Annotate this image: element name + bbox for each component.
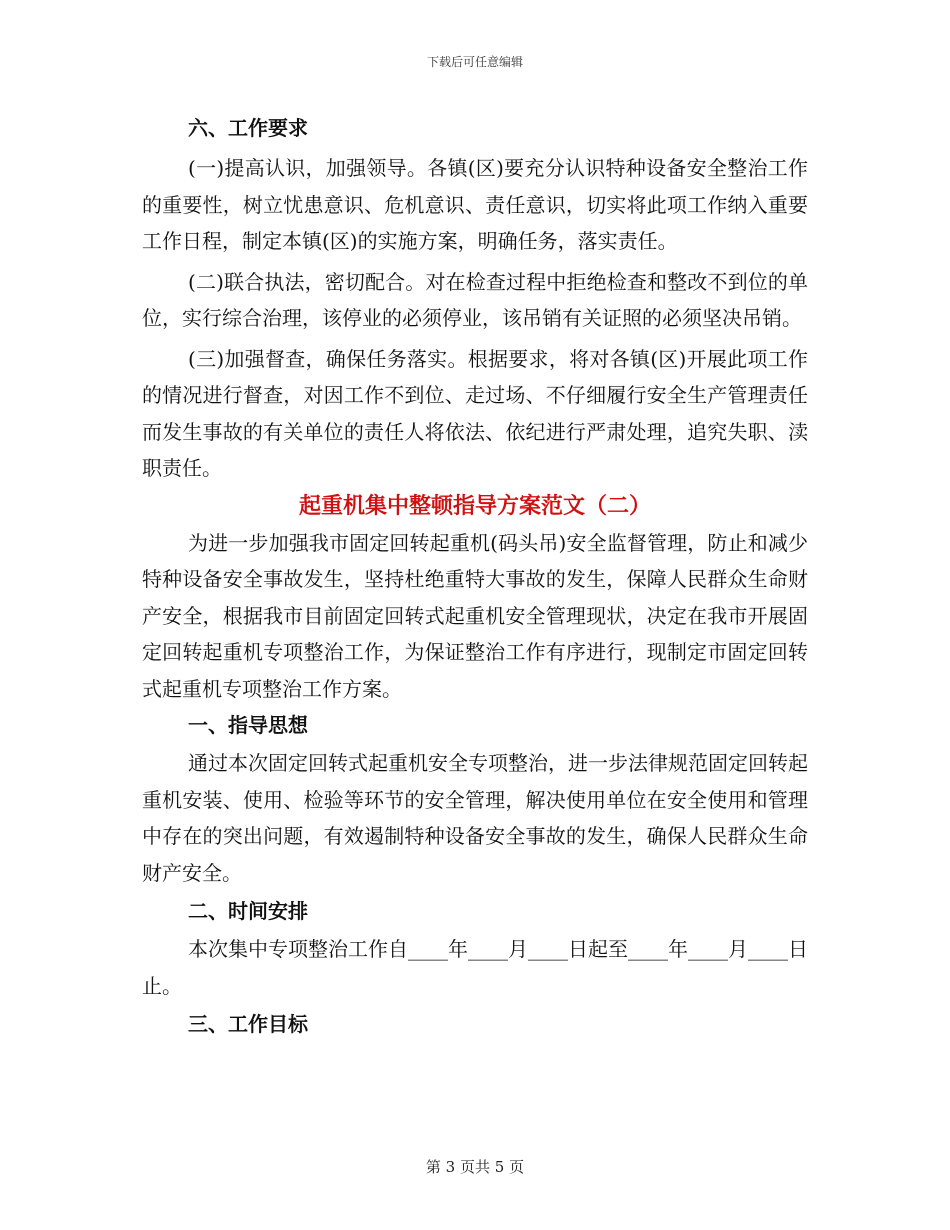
guiding-paragraph: 通过本次固定回转式起重机安全专项整治，进一步法律规范固定回转起重机安装、使用、检验等环节的安全管理，解决使用单位在安全使用和管理中存在的突出问题，有效遏制特种设备安全事故的发生，确保人民群众生命财产安全。 — [142, 751, 808, 885]
requirement-item-2: (二)联合执法，密切配合。对在检查过程中拒绝检查和整改不到位的单位，实行综合治理，该停业的必须停业，该吊销有关证照的必须坚决吊销。 — [142, 269, 808, 330]
section-heading-schedule: 二、时间安排 — [188, 899, 308, 923]
requirement-item-1: (一)提高认识，加强领导。各镇(区)要充分认识特种设备安全整治工作的重要性，树立忧患意识、危机意识、责任意识，切实将此项工作纳入重要工作日程，制定本镇(区)的实施方案，明确任务，落实责任。 — [142, 156, 808, 253]
document-title: 起重机集中整顿指导方案范文（二） — [298, 492, 651, 519]
section-heading-work-requirements: 六、工作要求 — [188, 116, 308, 140]
requirement-item-3: (三)加强督查，确保任务落实。根据要求，将对各镇(区)开展此项工作的情况进行督查，对因工作不到位、走过场、不仔细履行安全生产管理责任而发生事故的有关单位的责任人将依法、依纪进行严肃处理，追究失职、渎职责任。 — [142, 346, 808, 480]
document-body — [142, 110, 808, 1042]
schedule-paragraph: 本次集中专项整治工作自____年____月____日起至____年____月____日止。 — [142, 937, 808, 998]
section-heading-goals: 三、工作目标 — [188, 1012, 308, 1036]
intro-paragraph: 为进一步加强我市固定回转起重机(码头吊)安全监督管理，防止和减少特种设备安全事故发生，坚持杜绝重特大事故的发生，保障人民群众生命财产安全，根据我市目前固定回转式起重机安全管理现状，决定在我市开展固定回转起重机专项整治工作，为保证整治工作有序进行，现制定市固定回转式起重机专项整治工作方案。 — [142, 530, 808, 701]
page-number-footer: 第 3 页共 5 页 — [425, 1158, 525, 1176]
section-heading-guiding: 一、指导思想 — [188, 713, 308, 737]
page-header-note: 下载后可任意编辑 — [426, 55, 523, 69]
